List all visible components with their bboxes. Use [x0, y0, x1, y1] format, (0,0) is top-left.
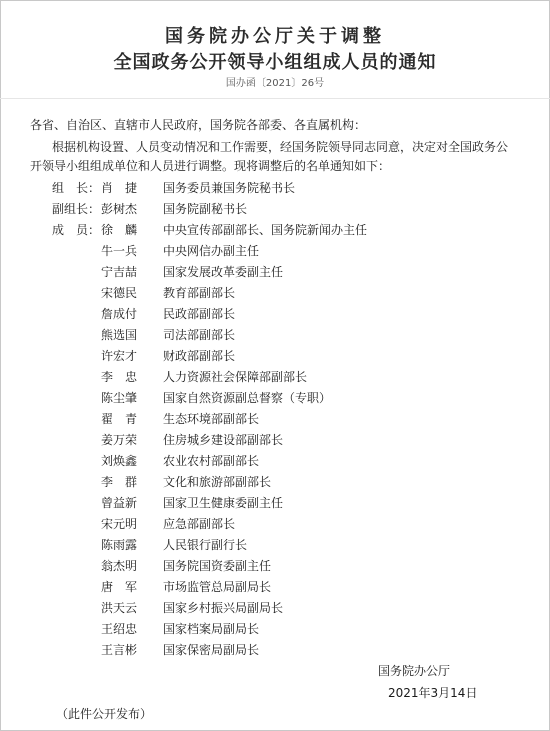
member-row — [0, 346, 550, 367]
issue-date: 2021年3月14日 — [388, 686, 478, 700]
member-name: 肖 捷 — [101, 181, 138, 195]
member-name: 姜万荣 — [101, 433, 138, 447]
member-name: 陈雨露 — [101, 538, 138, 552]
member-post: 国家乡村振兴局副局长 — [163, 601, 284, 615]
member-post: 市场监管总局副局长 — [163, 580, 272, 594]
document-title-line-1: 国务院办公厅关于调整 — [165, 26, 385, 47]
member-row — [0, 598, 550, 619]
paragraph-line-2: 开领导小组组成单位和人员进行调整。现将调整后的名单通知如下： — [30, 159, 391, 173]
member-row — [0, 178, 550, 199]
member-row — [0, 472, 550, 493]
role-label: 成 员： — [52, 223, 101, 237]
member-row — [0, 577, 550, 598]
member-name: 翁杰明 — [101, 559, 138, 573]
member-row — [0, 304, 550, 325]
role-label: 副组长： — [52, 202, 101, 216]
member-row — [0, 283, 550, 304]
member-row — [0, 430, 550, 451]
member-name: 徐 麟 — [101, 223, 138, 237]
member-post: 财政部副部长 — [163, 349, 236, 363]
member-name: 李 群 — [101, 475, 138, 489]
document-title-line-2: 全国政务公开领导小组组成人员的通知 — [113, 52, 437, 73]
member-post: 人民银行副行长 — [163, 538, 248, 552]
member-post: 中央宣传部副部长、国务院新闻办主任 — [163, 223, 368, 237]
member-name: 曾益新 — [101, 496, 138, 510]
member-post: 国家保密局副局长 — [163, 643, 260, 657]
member-post: 国务委员兼国务院秘书长 — [163, 181, 296, 195]
member-row — [0, 262, 550, 283]
member-row — [0, 535, 550, 556]
member-name: 翟 青 — [101, 412, 138, 426]
member-row — [0, 241, 550, 262]
member-post: 生态环境部副部长 — [163, 412, 260, 426]
member-post: 农业农村部副部长 — [163, 454, 260, 468]
paragraph-line-1: 根据机构设置、人员变动情况和工作需要，经国务院领导同志同意，决定对全国政务公 — [52, 140, 509, 154]
member-name: 宋德民 — [101, 286, 138, 300]
member-name: 王言彬 — [101, 643, 138, 657]
member-post: 应急部副部长 — [163, 517, 236, 531]
member-name: 牛一兵 — [101, 244, 138, 258]
member-post: 人力资源社会保障部副部长 — [163, 370, 308, 384]
member-name: 陈尘肇 — [101, 391, 138, 405]
member-name: 詹成付 — [101, 307, 138, 321]
member-row — [0, 367, 550, 388]
document-number: 国办函〔2021〕26号 — [225, 78, 325, 89]
member-post: 国家档案局副局长 — [163, 622, 260, 636]
member-row — [0, 325, 550, 346]
role-label: 组 长： — [52, 181, 101, 195]
member-post: 国务院副秘书长 — [163, 202, 248, 216]
member-post: 教育部副部长 — [163, 286, 236, 300]
header-divider — [0, 98, 550, 99]
publication-note: （此件公开发布） — [56, 707, 153, 721]
member-row — [0, 409, 550, 430]
salutation: 各省、自治区、直辖市人民政府，国务院各部委、各直属机构： — [30, 118, 367, 132]
member-post: 国家自然资源副总督察（专职） — [163, 391, 332, 405]
member-row — [0, 451, 550, 472]
member-post: 国务院国资委副主任 — [163, 559, 272, 573]
member-list — [0, 178, 550, 661]
member-row — [0, 514, 550, 535]
member-post: 司法部副部长 — [163, 328, 236, 342]
member-name: 熊选国 — [101, 328, 138, 342]
member-name: 刘焕鑫 — [101, 454, 138, 468]
member-post: 中央网信办副主任 — [163, 244, 260, 258]
member-post: 文化和旅游部副部长 — [163, 475, 272, 489]
member-row — [0, 619, 550, 640]
member-post: 国家卫生健康委副主任 — [163, 496, 284, 510]
member-row — [0, 556, 550, 577]
member-row — [0, 220, 550, 241]
member-name: 宋元明 — [101, 517, 138, 531]
member-name: 王绍忠 — [101, 622, 138, 636]
member-name: 李 忠 — [101, 370, 138, 384]
member-name: 洪天云 — [101, 601, 138, 615]
member-post: 国家发展改革委副主任 — [163, 265, 284, 279]
member-post: 民政部副部长 — [163, 307, 236, 321]
member-row — [0, 388, 550, 409]
member-post: 住房城乡建设部副部长 — [163, 433, 284, 447]
member-name: 许宏才 — [101, 349, 138, 363]
issuer-signature: 国务院办公厅 — [378, 664, 451, 678]
member-row — [0, 493, 550, 514]
member-name: 唐 军 — [101, 580, 138, 594]
member-name: 宁吉喆 — [101, 265, 138, 279]
member-row — [0, 640, 550, 661]
member-row — [0, 199, 550, 220]
member-name: 彭树杰 — [101, 202, 138, 216]
